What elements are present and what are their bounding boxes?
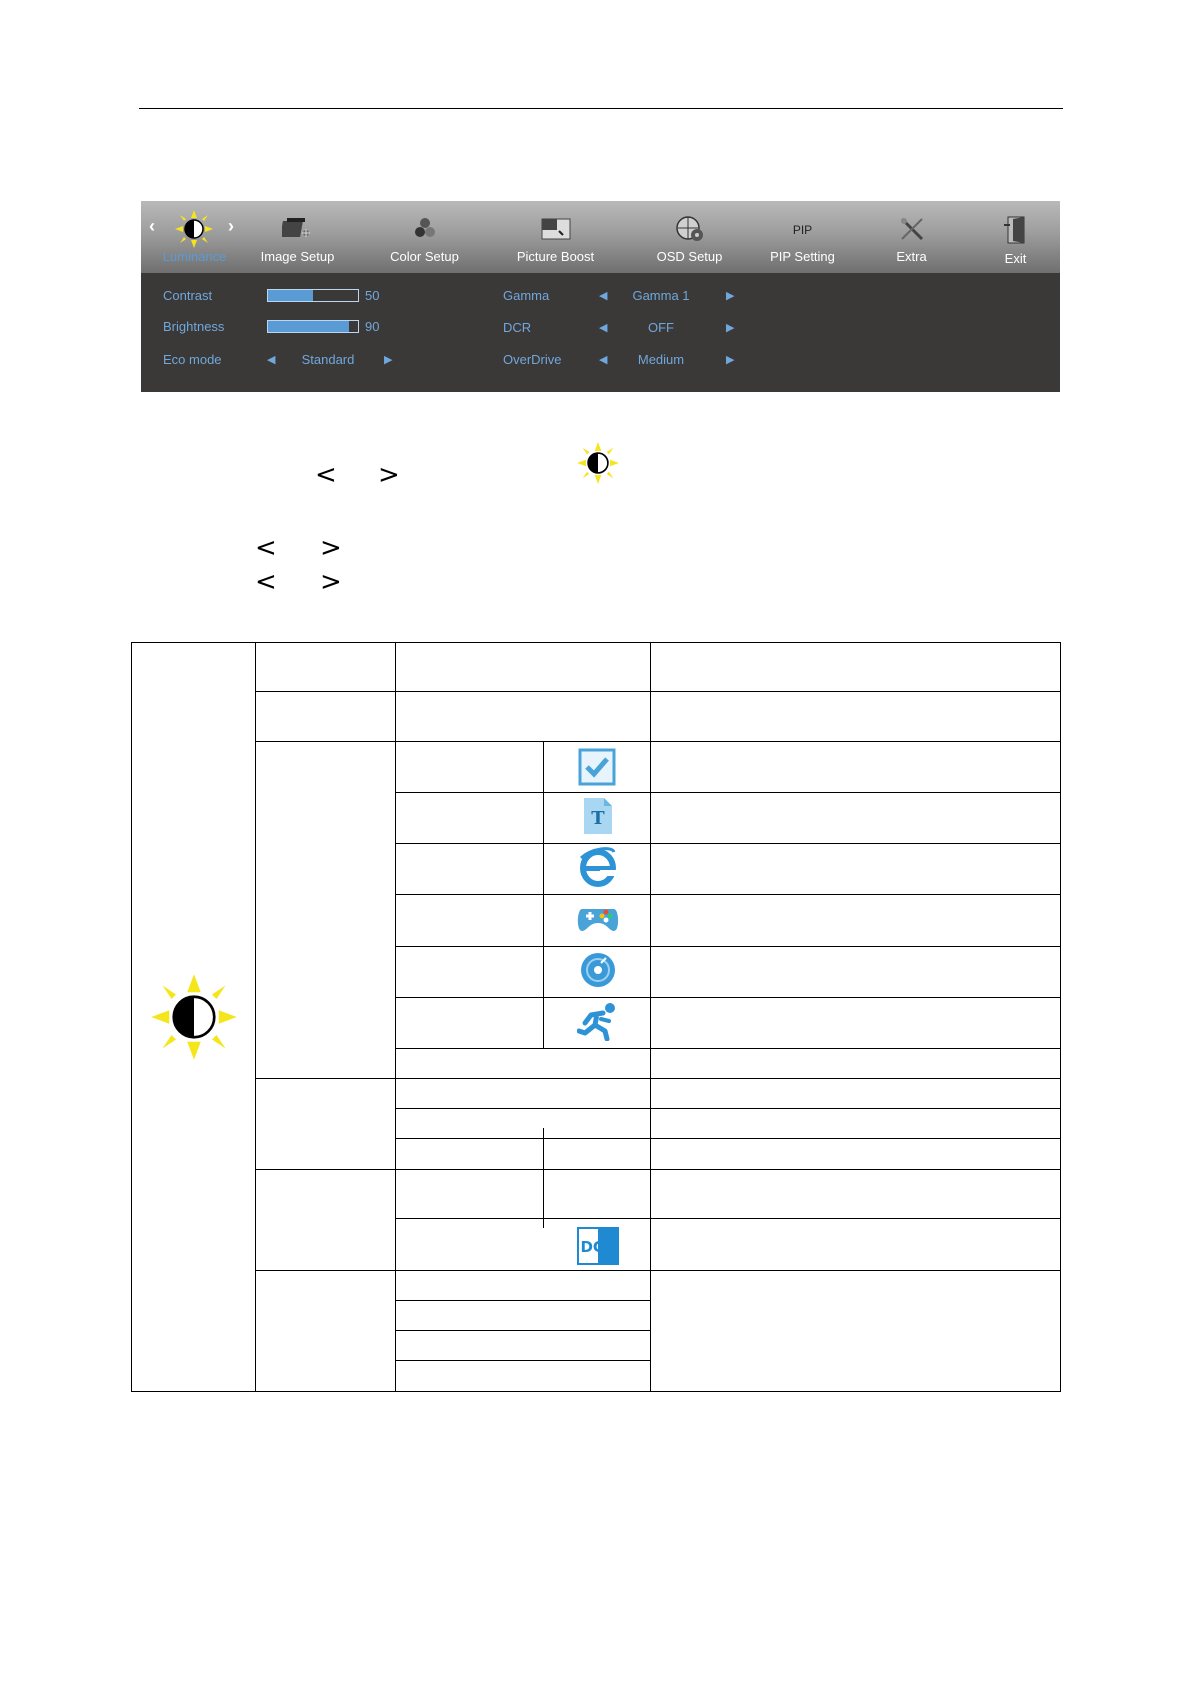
dcr-prev-icon[interactable]: ◀ [599,322,608,334]
tab-label: Color Setup [390,249,459,264]
text-icon [582,796,614,836]
tab-color-setup[interactable] [373,201,476,273]
tab-label: Extra [896,249,927,264]
dcr-next-icon[interactable]: ▶ [726,322,735,334]
exit-door-icon [964,215,1067,245]
left-arrow-glyph: < [315,460,337,490]
movie-disc-icon [579,951,617,989]
osd-left-arrow-icon[interactable]: ‹ [149,216,155,236]
overdrive-prev-icon[interactable]: ◀ [599,354,608,366]
luminance-table [131,642,1061,1392]
tab-label: Luminance [162,249,227,264]
left-arrow-glyph: < [255,567,277,597]
right-arrow-glyph: > [378,460,400,490]
standard-check-icon [578,748,616,786]
tab-label: Image Setup [260,249,335,264]
tab-pip-setting[interactable] [751,201,854,273]
svg-text:DCR: DCR [580,1238,616,1256]
sports-runner-icon [577,1001,619,1041]
image-setup-icon [246,215,349,245]
tab-picture-boost[interactable] [504,201,607,273]
overdrive-next-icon[interactable]: ▶ [726,354,735,366]
eco-mode-label: Eco mode [163,352,222,367]
tab-label: Exit [1004,251,1027,266]
dcr-value: OFF [648,320,674,335]
osd-luminance-settings [141,273,1060,392]
tab-luminance[interactable] [143,201,246,273]
osd-right-arrow-icon[interactable]: › [228,216,234,236]
tab-label: PIP Setting [770,249,835,264]
pip-icon: PIP [792,223,813,237]
tab-label: OSD Setup [656,249,723,264]
osd-menu [141,201,1060,392]
gamma-prev-icon[interactable]: ◀ [599,290,608,302]
gamma-next-icon[interactable]: ▶ [726,290,735,302]
sun-contrast-icon [149,972,239,1062]
tab-label: Picture Boost [516,249,595,264]
contrast-label: Contrast [163,288,213,303]
sun-contrast-icon [576,441,620,485]
right-arrow-glyph: > [320,533,342,563]
overdrive-value: Medium [637,352,685,367]
osd-tab-bar [141,201,1060,273]
right-arrow-glyph: > [320,567,342,597]
tab-exit[interactable] [964,201,1067,273]
overdrive-label: OverDrive [503,352,562,367]
brightness-value: 90 [365,319,380,334]
contrast-value: 50 [365,288,380,303]
internet-icon [578,846,618,888]
eco-prev-icon[interactable]: ◀ [267,354,276,366]
picture-boost-icon [504,215,607,245]
left-arrow-glyph: < [255,533,277,563]
gamma-value: Gamma 1 [632,288,690,303]
eco-mode-value: Standard [301,352,355,367]
osd-setup-icon [638,215,741,245]
game-controller-icon [576,901,620,935]
color-setup-icon [373,215,476,245]
brightness-label: Brightness [163,319,225,334]
tab-extra[interactable] [860,201,963,273]
sun-contrast-icon [143,215,246,245]
tab-image-setup[interactable] [246,201,349,273]
svg-text:T: T [591,808,605,829]
eco-next-icon[interactable]: ▶ [384,354,393,366]
brightness-slider[interactable] [267,320,359,333]
tab-osd-setup[interactable] [638,201,741,273]
dcr-icon [577,1227,619,1265]
dcr-label: DCR [503,320,532,335]
gamma-label: Gamma [503,288,550,303]
extra-tools-icon [860,215,963,245]
contrast-slider[interactable] [267,289,359,302]
header-rule [139,108,1063,109]
